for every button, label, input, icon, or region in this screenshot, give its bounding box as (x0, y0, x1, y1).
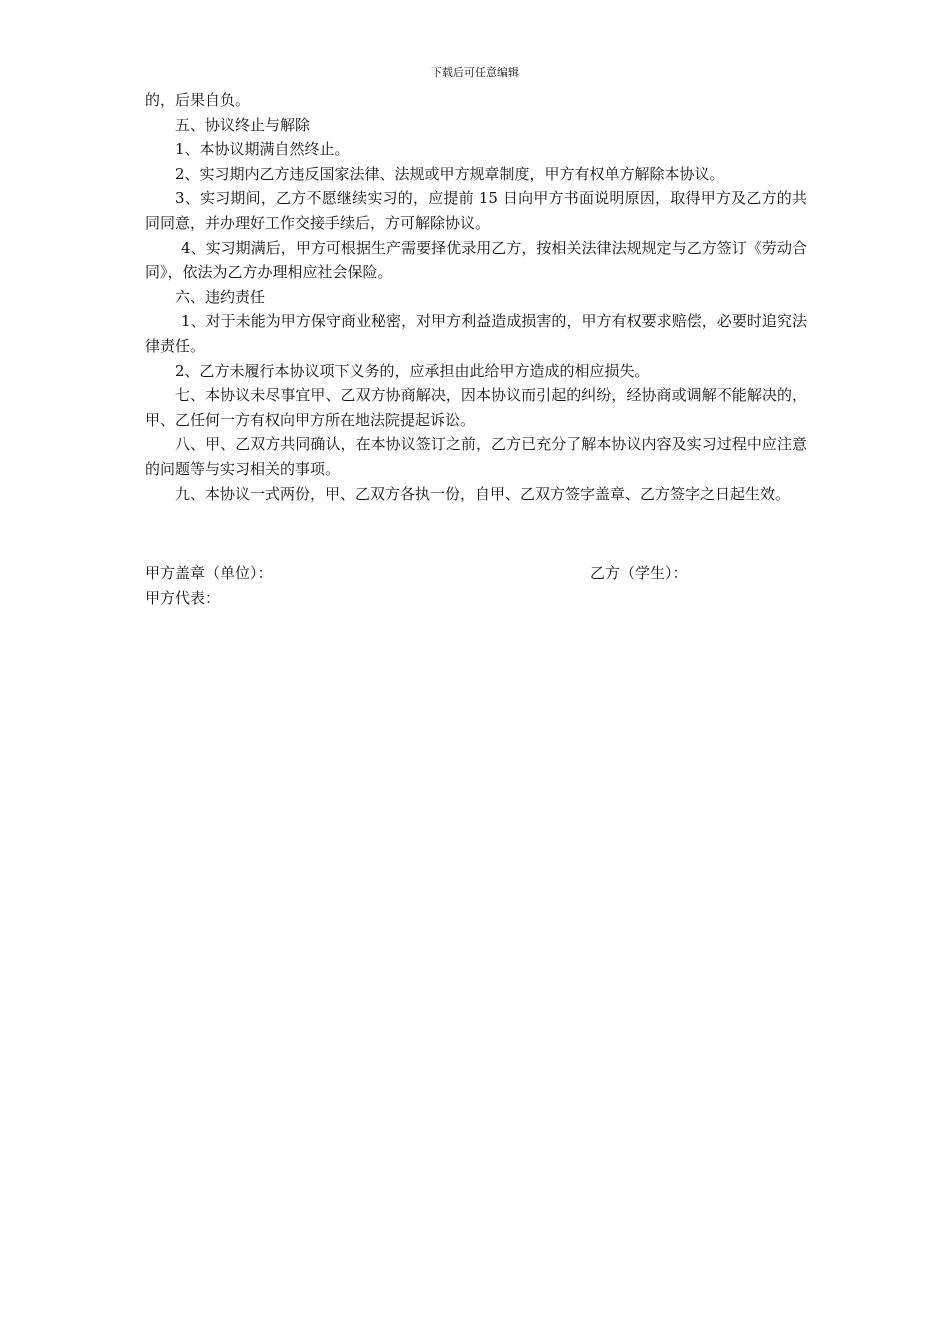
header-note: 下载后可任意编辑 (431, 66, 519, 79)
party-a-seal-label: 甲方盖章（单位）： (145, 564, 273, 582)
clause-6-2: 2、乙方未履行本协议项下义务的，应承担由此给甲方造成的相应损失。 (175, 361, 650, 380)
clause-5-4: 4、实习期满后，甲方可根据生产需要择优录用乙方，按相关法律法规规定与乙方签订《劳动合同》，依法为乙方办理相应社会保险。 (145, 238, 807, 282)
paragraph-continuation: 的，后果自负。 (145, 91, 251, 109)
section-heading-termination: 五、协议终止与解除 (175, 115, 311, 134)
clause-5-3: 3、实习期间，乙方不愿继续实习的，应提前 15 日向甲方书面说明原因，取得甲方及乙方的共同同意，并办理好工作交接手续后，方可解除协议。 (145, 189, 807, 232)
clause-5-1: 1、本协议期满自然终止。 (175, 140, 350, 159)
agreement-body (145, 88, 807, 506)
clause-5-2: 2、实习期内乙方违反国家法律、法规或甲方规章制度，甲方有权单方解除本协议。 (175, 164, 725, 183)
clause-8: 八、甲、乙双方共同确认，在本协议签订之前，乙方已充分了解本协议内容及实习过程中应注意的问题等与实习相关的事项。 (145, 435, 807, 478)
clause-7: 七、本协议未尽事宜甲、乙双方协商解决，因本协议而引起的纠纷，经协商或调解不能解决的，甲、乙任何一方有权向甲方所在地法院提起诉讼。 (145, 386, 807, 429)
clause-6-1: 1、对于未能为甲方保守商业秘密，对甲方利益造成损害的，甲方有权要求赔偿，必要时追究法律责任。 (145, 312, 807, 355)
clause-9: 九、本协议一式两份，甲、乙双方各执一份，自甲、乙双方签字盖章、乙方签字之日起生效。 (175, 484, 791, 503)
party-b-label: 乙方（学生）： (590, 564, 688, 582)
party-a-rep-label: 甲方代表： (145, 589, 221, 607)
section-heading-liability: 六、违约责任 (175, 287, 266, 306)
